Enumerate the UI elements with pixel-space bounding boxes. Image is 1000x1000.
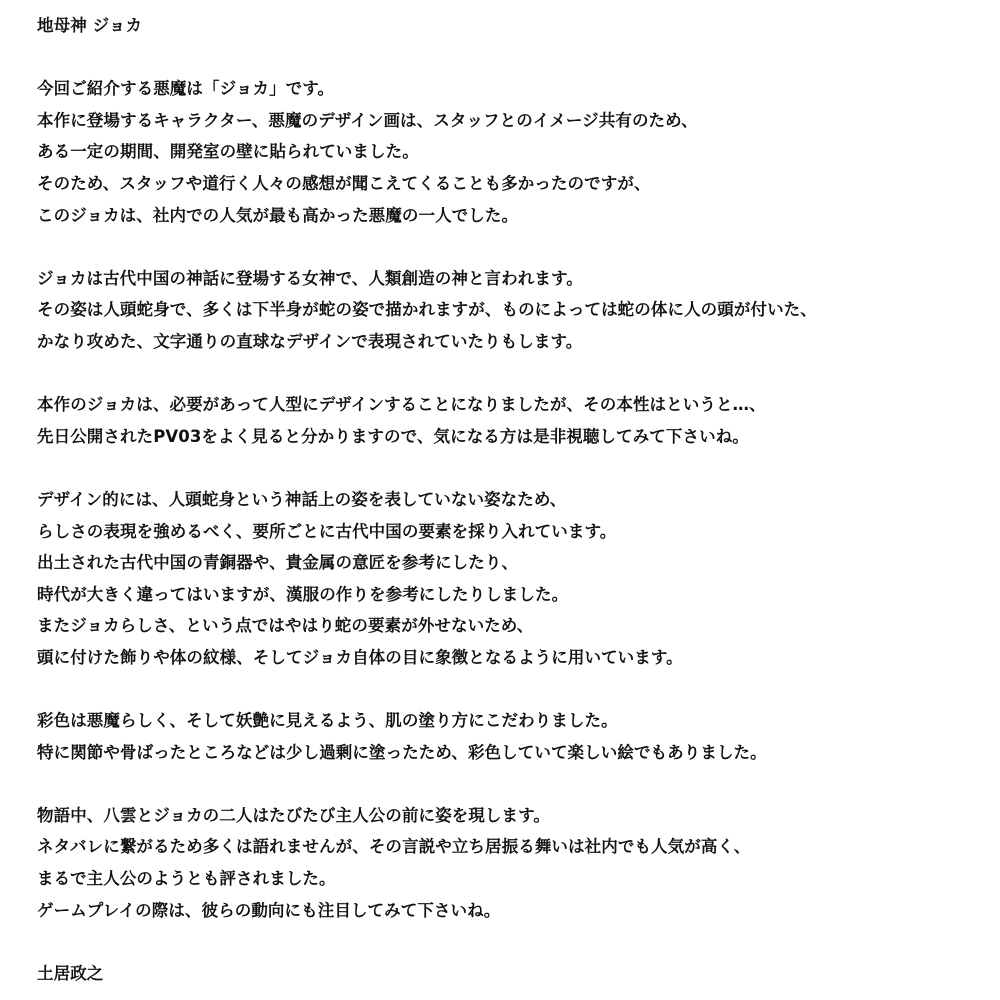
paragraph-gap bbox=[37, 452, 987, 484]
paragraph-line: 彩色は悪魔らしく、そして妖艶に見えるよう、肌の塗り方にこだわりました。 bbox=[37, 711, 618, 731]
paragraph-line: そのため、スタッフや道行く人々の感想が聞こえてくることも多かったのですが、 bbox=[37, 173, 651, 193]
paragraph-gap bbox=[37, 42, 987, 74]
paragraph-line: ゲームプレイの際は、彼らの動向にも注目してみて下さいね。 bbox=[37, 900, 501, 920]
paragraph-line: このジョカは、社内での人気が最も高かった悪魔の一人でした。 bbox=[37, 205, 519, 225]
paragraph-gap bbox=[37, 231, 987, 263]
paragraph-line: その姿は人頭蛇身で、多くは下半身が蛇の姿で描かれますが、ものによっては蛇の体に人の頭が付いた、 bbox=[37, 300, 817, 320]
paragraph-line: まるで主人公のようとも評されました。 bbox=[37, 869, 336, 889]
paragraph-line: らしさの表現を強めるべく、要所ごとに古代中国の要素を採り入れています。 bbox=[37, 521, 617, 541]
paragraph-line: 先日公開されたPV03をよく見ると分かりますので、気になる方は是非視聴してみて下さいね。 bbox=[37, 426, 749, 446]
paragraph-4 bbox=[37, 484, 987, 674]
paragraph-line: ネタバレに繋がるため多くは語れませんが、その言説や立ち居振る舞いは社内でも人気が高く、 bbox=[37, 837, 751, 857]
paragraph-line: 本作に登場するキャラクター、悪魔のデザイン画は、スタッフとのイメージ共有のため、 bbox=[37, 110, 698, 130]
paragraph-line: ジョカは古代中国の神話に登場する女神で、人類創造の神と言われます。 bbox=[37, 268, 583, 288]
paragraph-6 bbox=[37, 800, 987, 926]
paragraph-line: 特に関節や骨ばったところなどは少し過剰に塗ったため、彩色していて楽しい絵でもありました。 bbox=[37, 742, 767, 762]
paragraph-line: ある一定の期間、開発室の壁に貼られていました。 bbox=[37, 142, 419, 162]
paragraph-3 bbox=[37, 389, 987, 452]
paragraph-line: 出土された古代中国の青銅器や、貴金属の意匠を参考にしたり、 bbox=[37, 553, 519, 573]
paragraph-line: 物語中、八雲とジョカの二人はたびたび主人公の前に姿を現します。 bbox=[37, 805, 550, 825]
paragraph-line: 時代が大きく違ってはいますが、漢服の作りを参考にしたりしました。 bbox=[37, 584, 569, 604]
paragraph-1 bbox=[37, 73, 987, 231]
paragraph-line: かなり攻めた、文字通りの直球なデザインで表現されていたりもします。 bbox=[37, 331, 583, 351]
paragraph-gap bbox=[37, 926, 987, 958]
paragraph-gap bbox=[37, 673, 987, 705]
paragraph-line: 今回ご紹介する悪魔は「ジョカ」です。 bbox=[37, 79, 335, 99]
author-name: 土居政之 bbox=[37, 963, 104, 983]
paragraph-line: またジョカらしさ、という点ではやはり蛇の要素が外せないため、 bbox=[37, 616, 534, 636]
article bbox=[37, 10, 987, 989]
paragraph-line: 頭に付けた飾りや体の紋様、そしてジョカ自体の目に象徴となるように用いています。 bbox=[37, 647, 683, 667]
paragraph-line: デザイン的には、人頭蛇身という神話上の姿を表していない姿なため、 bbox=[37, 489, 567, 509]
paragraph-gap bbox=[37, 768, 987, 800]
paragraph-2 bbox=[37, 263, 987, 358]
article-title: 地母神 ジョカ bbox=[37, 16, 143, 35]
paragraph-5 bbox=[37, 705, 987, 768]
paragraph-line: 本作のジョカは、必要があって人型にデザインすることになりましたが、その本性はというと…、 bbox=[37, 395, 766, 415]
paragraph-gap bbox=[37, 358, 987, 390]
